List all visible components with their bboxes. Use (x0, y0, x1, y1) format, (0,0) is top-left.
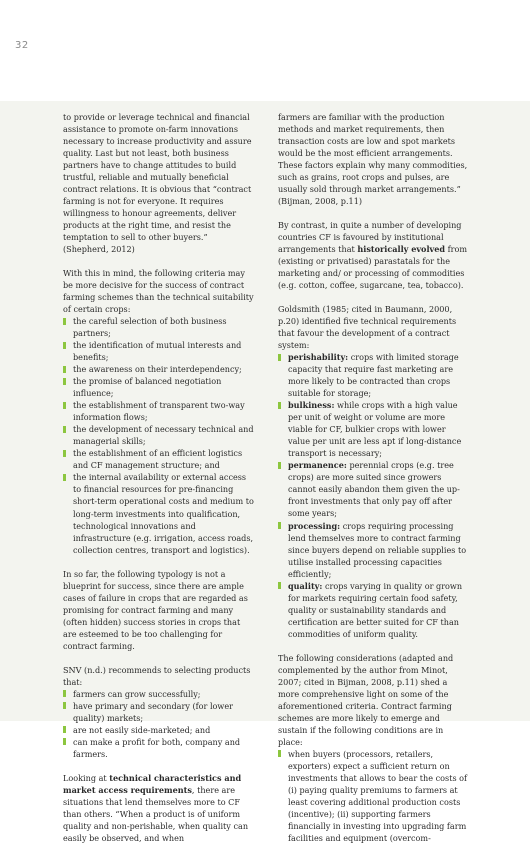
conditions-list (278, 748, 470, 844)
list-item (278, 580, 470, 640)
list-item (278, 399, 470, 459)
paragraph: to provide or leverage technical and financial assistance to promote on-farm innovations necessary to increase productivity and assure quality. Last but not least, both business partners have to change attitudes to build trustful, reliable and mutually beneficial contract relations. It is obvious that “contract farming is not for everyone. It requires willingness to honour agreements, deliver products at the right time, and resist the temptation to sell to other buyers.” (Shepherd, 2012) (63, 112, 252, 255)
list-item: farmers can grow successfully; (63, 688, 255, 700)
text-run: By contrast, in quite a number of developing countries CF is favoured by institutional arrangements that (278, 220, 462, 255)
list-item: when buyers (processors, retailers, exporters) expect a sufficient return on investments that allows to bear the costs of (i) paying quality premiums to farmers at least covering additional production costs (incentive); (ii) supporting farmers financially in investing into upgrading farm facilities and equipment (overcom- (278, 748, 470, 844)
paragraph: SNV (n.d.) recommends to selecting products that: (63, 664, 251, 687)
bold-term: historically evolved (357, 244, 446, 255)
list-item: the promise of balanced negotiation influence; (63, 375, 255, 399)
list-item: the identification of mutual interests and benefits; (63, 339, 255, 363)
paragraph: farmers are familiar with the production methods and market requirements, then transaction costs are low and spot markets would be the most efficient arrangements. These factors explain why many commodities, such as grains, root crops and pulses, are usually sold through market arrangements.” (Bijman, 2008, p.11) (278, 112, 468, 207)
bold-term: processing: (288, 520, 341, 531)
page-number: 32 (15, 40, 29, 51)
text-run: crops varying in quality or grown for markets requiring certain food safety, quality or sustainability standards and certification are better suited for CF than commodities of uniform quality. (288, 580, 463, 639)
paragraph (63, 772, 255, 844)
paragraph: The following considerations (adapted and complemented by the author from Minot, 2007; cited in Bijman, 2008, p.11) shed a more comprehensive light on some of the aforementioned criteria. Contract farming schemes are more likely to emerge and sustain if the following conditions are in place: (278, 652, 454, 747)
left-column (63, 111, 255, 844)
paragraph: Goldsmith (1985; cited in Baumann, 2000, p.20) identified five technical requirements that favour the development of a contract system: (278, 304, 457, 351)
list-item: the careful selection of both business partners; (63, 315, 255, 339)
snv-list (63, 688, 255, 760)
bold-term: technical characteristics and market access requirements (63, 772, 242, 795)
paragraph (278, 219, 470, 291)
list-item (278, 520, 470, 580)
text-run: from (existing or privatised) parastatals for the marketing and/ or processing of commodities (e.g. cotton, coffee, sugarcane, tea, tobacco). (278, 244, 468, 291)
list-item: the establishment of transparent two-way information flows; (63, 399, 255, 423)
right-column (278, 111, 470, 856)
bold-term: perishability: (288, 352, 349, 363)
criteria-list (63, 315, 255, 555)
requirements-list (278, 351, 470, 639)
text-run: while crops with a high value per unit of weight or volume are more viable for CF, bulkier crops with lower value per unit are less apt if long-distance transport is necessary; (288, 400, 462, 459)
list-item (278, 351, 470, 399)
list-item: are not easily side-marketed; and (63, 724, 255, 736)
paragraph: With this in mind, the following criteria may be more decisive for the success of contract farming schemes than the technical suitability of certain crops: (63, 268, 254, 315)
text-run: crops with limited storage capacity that require fast marketing are more likely to be contracted than crops suitable for storage; (288, 352, 459, 399)
list-item: the development of necessary technical and managerial skills; (63, 423, 255, 447)
text-run: Looking at (63, 772, 110, 783)
list-item: can make a profit for both, company and farmers. (63, 736, 255, 760)
bold-term: quality: (288, 580, 323, 591)
text-run: crops requiring processing lend themselves more to contract farming since buyers depend on reliable supplies to utilise installed processing capacities efficiently; (288, 520, 467, 579)
text-run: , there are situations that lend themselves more to CF than others. “When a product is of uniform quality and non-perishable, when quality can easily be observed, and when (63, 784, 249, 843)
list-item (278, 459, 470, 519)
paragraph: In so far, the following typology is not a blueprint for success, since there are ample cases of failure in crops that are regarded as promising for contract farming and many (often hidden) success stories in crops that are esteemed to be too challenging for contract farming. (63, 568, 248, 651)
text-run: perennial crops (e.g. tree crops) are more suited since growers cannot easily abandon them given the up-front investments that only pay off after some years; (288, 460, 460, 519)
list-item: the internal availability or external access to financial resources for pre-financing short-term operational costs and medium to long-term investments into qualification, technological innovations and infrastructure (e.g. irrigation, access roads, collection centres, transport and logistics). (63, 471, 255, 555)
list-item: have primary and secondary (for lower quality) markets; (63, 700, 255, 724)
bold-term: permanence: (288, 460, 347, 471)
list-item: the awareness on their interdependency; (63, 363, 255, 375)
bold-term: bulkiness: (288, 400, 335, 411)
list-item: the establishment of an efficient logistics and CF management structure; and (63, 447, 255, 471)
